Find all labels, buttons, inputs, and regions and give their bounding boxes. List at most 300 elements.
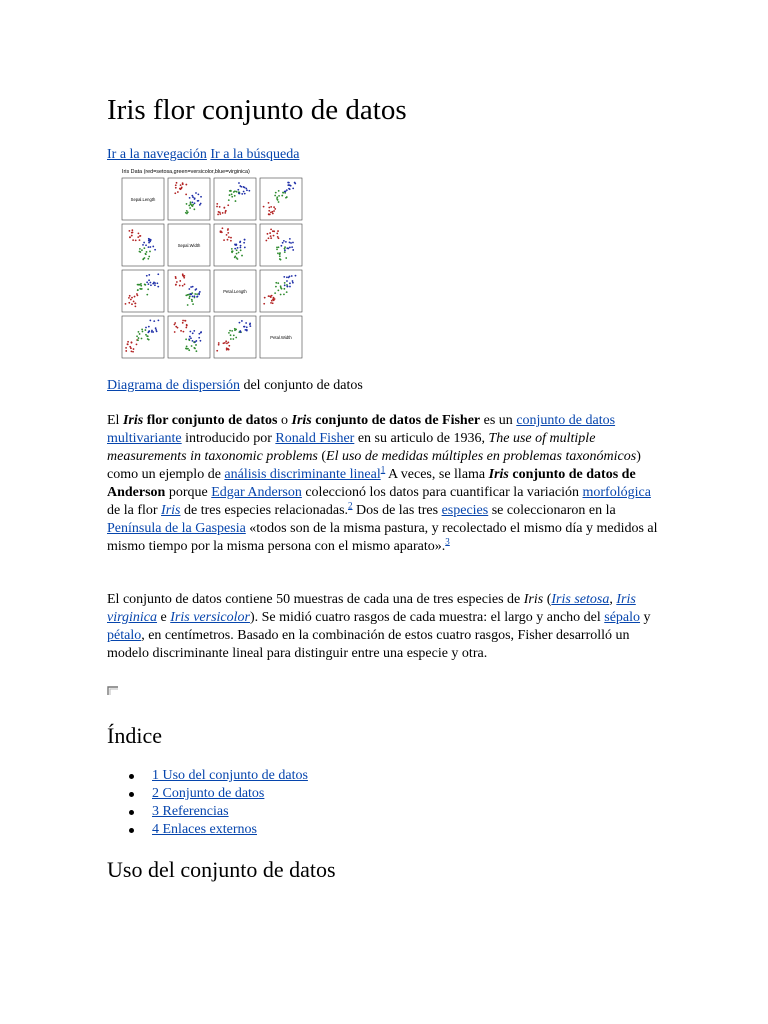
scatter-point [175, 184, 177, 186]
scatter-point [289, 247, 291, 249]
scatter-point [146, 281, 148, 283]
scatter-point [157, 273, 159, 275]
matrix-panel [168, 178, 210, 220]
scatter-point [139, 239, 141, 241]
scatter-point [137, 289, 139, 291]
scatter-point [125, 347, 127, 349]
scatter-point [155, 327, 157, 329]
toc-link-conjunto[interactable]: 2 Conjunto de datos [152, 786, 265, 801]
scatter-point [271, 295, 273, 297]
scatter-point [149, 320, 151, 322]
scatter-point [130, 299, 132, 301]
scatter-point [231, 248, 233, 250]
text-run: ( [317, 449, 327, 464]
scatter-point [183, 275, 185, 277]
scatter-point [182, 322, 184, 324]
scatter-point [190, 201, 192, 203]
scatter-point [150, 284, 152, 286]
scatter-point [145, 334, 147, 336]
italic-link-text: Iris setosa [551, 592, 610, 607]
scatter-point [295, 275, 297, 277]
matrix-panel [214, 316, 256, 358]
link-iris-versicolor[interactable] [170, 610, 250, 625]
text-run: porque [165, 485, 212, 500]
scatter-point [188, 205, 190, 207]
scatter-point [277, 199, 279, 201]
scatter-point [143, 242, 145, 244]
scatter-point [156, 331, 158, 333]
scatter-point [234, 256, 236, 258]
scatter-point [142, 244, 144, 246]
scatter-point [240, 245, 242, 247]
matrix-panel [168, 316, 210, 358]
scatter-point [145, 327, 147, 329]
scatter-point [220, 231, 222, 233]
scatter-point [268, 295, 270, 297]
scatter-point [272, 213, 274, 215]
scatter-point [189, 296, 191, 298]
scatter-point [177, 327, 179, 329]
scatter-point [230, 338, 232, 340]
scatter-point [182, 320, 184, 322]
scatter-point [189, 331, 191, 333]
scatter-point [284, 284, 286, 286]
scatter-point [185, 348, 187, 350]
scatter-point [228, 345, 230, 347]
scatter-point [152, 283, 154, 285]
scatter-point [175, 187, 177, 189]
scatter-point [281, 288, 283, 290]
scatter-point [197, 296, 199, 298]
scatter-point [174, 324, 176, 326]
scatter-point [282, 242, 284, 244]
text-run: de tres especies relacionadas. [180, 503, 349, 518]
scatter-point [195, 344, 197, 346]
scatter-point [230, 237, 232, 239]
skip-to-navigation-link[interactable]: Ir a la navegación [107, 147, 207, 162]
scatter-point [229, 330, 231, 332]
scatter-point [228, 349, 230, 351]
scatter-point [219, 213, 221, 215]
bold-italic-iris: Iris [122, 413, 144, 428]
scatter-point [241, 255, 243, 257]
scatter-point [238, 252, 240, 254]
text-run: El [107, 413, 123, 428]
scatter-point [228, 332, 230, 334]
scatter-point [188, 288, 190, 290]
scatter-point [225, 340, 227, 342]
scatter-point [192, 201, 194, 203]
scatter-point [131, 297, 133, 299]
scatter-point [198, 333, 200, 335]
scatter-point [227, 232, 229, 234]
text-run: , en centímetros. Basado en la combinación de estos cuatro rasgos, Fisher desarrolló un modelo discriminante lineal para distinguir entre una especie y otra. [107, 628, 630, 661]
italic-link-text: Iris [161, 503, 181, 518]
scatter-point [146, 275, 148, 277]
scatter-point [149, 251, 151, 253]
scatter-point [243, 242, 245, 244]
text-run: es un [480, 413, 517, 428]
scatter-point [194, 348, 196, 350]
scatter-point [148, 326, 150, 328]
text-run: o [277, 413, 292, 428]
scatter-point [231, 330, 233, 332]
scatter-point [136, 335, 138, 337]
scatter-point [125, 350, 127, 352]
text-run: Dos de las tres [352, 503, 442, 518]
scatter-point [222, 227, 224, 229]
scatter-point [240, 247, 242, 249]
scatter-point [273, 206, 275, 208]
scatter-point [134, 305, 136, 307]
scatter-point [227, 342, 229, 344]
scatter-point [291, 275, 293, 277]
toc-link-referencias[interactable]: 3 Referencias [152, 804, 229, 819]
scatter-point [232, 338, 234, 340]
scatter-point [289, 188, 291, 190]
scatter-point [157, 286, 159, 288]
scatter-point [128, 230, 130, 232]
scatter-point [269, 232, 271, 234]
scatter-point [231, 251, 233, 253]
scatter-point [197, 193, 199, 195]
scatter-point [281, 195, 283, 197]
scatter-point [145, 253, 147, 255]
scatter-point [292, 242, 294, 244]
scatter-point [228, 236, 230, 238]
scatter-point [148, 238, 150, 240]
scatter-point [131, 341, 133, 343]
scatter-point [191, 300, 193, 302]
scatter-point [143, 247, 145, 249]
toc-item [107, 803, 308, 821]
bullet-icon [129, 810, 134, 815]
caption-text: del conjunto de datos [239, 378, 363, 393]
scatter-point [277, 252, 279, 254]
scatter-point [277, 236, 279, 238]
scatter-point [291, 246, 293, 248]
intro-paragraph [107, 412, 663, 556]
scatter-point [200, 203, 202, 205]
scatter-point [129, 236, 131, 238]
skip-links [107, 146, 299, 164]
scatter-point [137, 294, 139, 296]
scatter-point [127, 341, 129, 343]
scatter-point [268, 237, 270, 239]
scatter-point [184, 320, 186, 322]
scatter-point [218, 344, 220, 346]
scatter-point [241, 193, 243, 195]
scatter-point [240, 249, 242, 251]
page-title: Iris flor conjunto de datos [107, 94, 407, 126]
scatter-point [277, 282, 279, 284]
scatter-point [274, 208, 276, 210]
scatter-point [131, 229, 133, 231]
scatter-point [244, 239, 246, 241]
scatter-point [268, 207, 270, 209]
scatter-point [277, 290, 279, 292]
scatter-point [245, 188, 247, 190]
scatter-point [275, 192, 277, 194]
scatter-point [239, 193, 241, 195]
scatter-point [138, 337, 140, 339]
scatter-point [289, 238, 291, 240]
scatter-point [192, 296, 194, 298]
skip-to-search-link[interactable]: Ir a la búsqueda [210, 147, 300, 162]
link-species[interactable]: especies [441, 503, 489, 518]
scatter-point [248, 190, 250, 192]
scatter-point [280, 285, 282, 287]
scatter-point [230, 190, 232, 192]
scatter-point [233, 191, 235, 193]
scatter-point [225, 210, 227, 212]
scatter-point [176, 281, 178, 283]
scatter-point [127, 343, 129, 345]
scatter-point [283, 276, 285, 278]
toc-item [107, 785, 308, 803]
scatter-point [273, 230, 275, 232]
scatter-point [182, 273, 184, 275]
scatter-point [186, 346, 188, 348]
scatter-point [185, 327, 187, 329]
scatter-point [185, 338, 187, 340]
scatter-point [192, 196, 194, 198]
scatter-point [190, 286, 192, 288]
scatter-point [180, 330, 182, 332]
diagonal-variable-label: Sepal.Length [130, 197, 156, 202]
scatter-point [270, 206, 272, 208]
italic-paper-title-translation: El uso de medidas múltiples en problemas taxonómicos [326, 449, 637, 464]
samples-paragraph [107, 591, 663, 663]
link-iris-genus[interactable] [161, 503, 180, 518]
scatter-point [236, 257, 238, 259]
scatter-point [153, 320, 155, 322]
scatter-point [222, 342, 224, 344]
scatter-point [142, 331, 144, 333]
scatter-point [128, 297, 130, 299]
scatter-point [139, 251, 141, 253]
link-linear-discriminant-analysis[interactable]: análisis discriminante lineal [224, 467, 381, 482]
scatter-point [285, 197, 287, 199]
link-morphological[interactable]: morfológica [582, 485, 651, 500]
scatter-point [292, 282, 294, 284]
scatter-point [190, 337, 192, 339]
toc-item [107, 767, 308, 785]
bullet-icon [129, 828, 134, 833]
scatter-point [224, 342, 226, 344]
scatter-point [278, 195, 280, 197]
scatter-point [141, 249, 143, 251]
scatter-point [235, 337, 237, 339]
diagonal-variable-label: Petal.Length [223, 289, 247, 294]
scatter-point [194, 341, 196, 343]
scatter-point [139, 333, 141, 335]
scatter-point [289, 242, 291, 244]
diagonal-variable-label: Petal.Width [270, 335, 292, 340]
scatter-point [285, 241, 287, 243]
scatter-point [182, 183, 184, 185]
scatter-point [125, 303, 127, 305]
scatter-point [129, 295, 131, 297]
caption-link-scatter-diagram[interactable]: Diagrama de dispersión [107, 378, 240, 393]
scatter-point [223, 239, 225, 241]
scatter-point [224, 212, 226, 214]
scatter-point [188, 297, 190, 299]
scatter-point [237, 247, 239, 249]
scatter-point [236, 253, 238, 255]
scatter-point [273, 235, 275, 237]
scatter-point [275, 282, 277, 284]
scatter-point [189, 207, 191, 209]
scatter-point [147, 288, 149, 290]
link-edgar-anderson[interactable]: Edgar Anderson [211, 485, 302, 500]
scatter-point [187, 294, 189, 296]
scatter-point [154, 282, 156, 284]
scatter-point [286, 286, 288, 288]
scatter-point [236, 249, 238, 251]
scatter-point [195, 192, 197, 194]
scatter-point [229, 194, 231, 196]
scatter-point [190, 293, 192, 295]
scatter-point [148, 279, 150, 281]
scatter-point [270, 228, 272, 230]
scatter-point [142, 259, 144, 261]
link-multivariate-dataset[interactable]: conjunto de datos multivariante [107, 413, 616, 446]
link-gaspe-peninsula[interactable]: Península de la Gaspesia [107, 521, 246, 536]
scatter-point [193, 208, 195, 210]
scatter-point [240, 331, 242, 333]
scatter-point [200, 196, 202, 198]
scatter-point [139, 248, 141, 250]
scatter-point [286, 291, 288, 293]
scatter-point [271, 211, 273, 213]
scatter-point [285, 257, 287, 259]
bold-italic-iris: Iris [488, 467, 509, 482]
scatter-point [151, 331, 153, 333]
scatter-point [192, 204, 194, 206]
scatter-point [152, 246, 154, 248]
scatter-point [244, 247, 246, 249]
text-run: introducido por [181, 431, 276, 446]
scatter-point [216, 350, 218, 352]
scatter-point [185, 194, 187, 196]
link-petal[interactable]: pétalo [107, 628, 142, 643]
reference-2-link[interactable]: 2 [348, 500, 353, 511]
scatter-point [135, 239, 137, 241]
scatter-point [198, 200, 200, 202]
scatter-point [140, 283, 142, 285]
scatter-point [176, 182, 178, 184]
scatter-point [175, 277, 177, 279]
scatter-point [292, 280, 294, 282]
italic-paper-title: The use of multiple measurements in taxonomic problems [107, 431, 596, 464]
scatter-point [268, 202, 270, 204]
scatter-point [234, 195, 236, 197]
toc-link-enlaces[interactable]: 4 Enlaces externos [152, 822, 257, 837]
scatter-point [294, 182, 296, 184]
scatter-point [219, 212, 221, 214]
scatter-point [140, 285, 142, 287]
reference-1-link[interactable]: 1 [380, 464, 386, 475]
scatter-point [270, 237, 272, 239]
scatter-point [192, 303, 194, 305]
scatter-point [179, 285, 181, 287]
scatter-point [154, 249, 156, 251]
scatter-point [190, 203, 192, 205]
scatter-point [217, 214, 219, 216]
scatter-point [271, 300, 273, 302]
scatter-point [180, 184, 182, 186]
scatter-point [284, 251, 286, 253]
text-run: coleccionó los datos para cuantificar la variación [301, 485, 583, 500]
scatter-point [188, 349, 190, 351]
toc-link-uso[interactable]: 1 Uso del conjunto de datos [152, 768, 308, 783]
scatter-point [246, 326, 248, 328]
scatter-point [222, 212, 224, 214]
link-ronald-fisher[interactable]: Ronald Fisher [275, 431, 355, 446]
scatter-point [286, 276, 288, 278]
scatter-point [238, 182, 240, 184]
scatter-point [191, 299, 193, 301]
scatter-point [154, 284, 156, 286]
link-sepal[interactable]: sépalo [604, 610, 641, 625]
scatter-point [198, 337, 200, 339]
scatter-point [216, 203, 218, 205]
scatter-point [244, 193, 246, 195]
scatterplot-matrix-figure[interactable] [110, 164, 314, 372]
scatter-point [273, 210, 275, 212]
scatter-point [194, 295, 196, 297]
scatter-point [200, 340, 202, 342]
figure-title: Iris Data (red=setosa,green=versicolor,blue=virginica) [122, 169, 250, 175]
section-heading-uso: Uso del conjunto de datos [107, 857, 336, 882]
scatter-point [227, 229, 229, 231]
scatter-point [268, 214, 270, 216]
text-run: ) como un ejemplo de [107, 449, 641, 482]
scatter-point [146, 251, 148, 253]
bold-text: conjunto de datos de Anderson [107, 467, 636, 500]
scatter-point [141, 329, 143, 331]
scatter-point [186, 203, 188, 205]
scatter-point [286, 189, 288, 191]
scatter-point [192, 286, 194, 288]
scatter-point [134, 296, 136, 298]
scatter-point [239, 322, 241, 324]
scatter-point [279, 252, 281, 254]
scatter-point [270, 296, 272, 298]
scatter-point [156, 282, 158, 284]
scatter-point [288, 182, 290, 184]
scatter-point [243, 191, 245, 193]
scatter-point [191, 345, 193, 347]
scatter-point [219, 206, 221, 208]
bullet-icon [129, 774, 134, 779]
scatter-point [131, 350, 133, 352]
figure-caption [107, 377, 363, 395]
scatter-point [194, 293, 196, 295]
reference-3-link[interactable]: 3 [445, 536, 450, 547]
scatter-point [189, 197, 191, 199]
scatter-point [236, 191, 238, 193]
link-iris-setosa[interactable] [551, 592, 609, 607]
toc-toggle-icon[interactable] [107, 686, 119, 696]
scatter-point [276, 246, 278, 248]
scatter-point [284, 282, 286, 284]
scatter-point [272, 298, 274, 300]
scatter-point [186, 325, 188, 327]
toc-item [107, 821, 308, 839]
scatter-point [191, 195, 193, 197]
